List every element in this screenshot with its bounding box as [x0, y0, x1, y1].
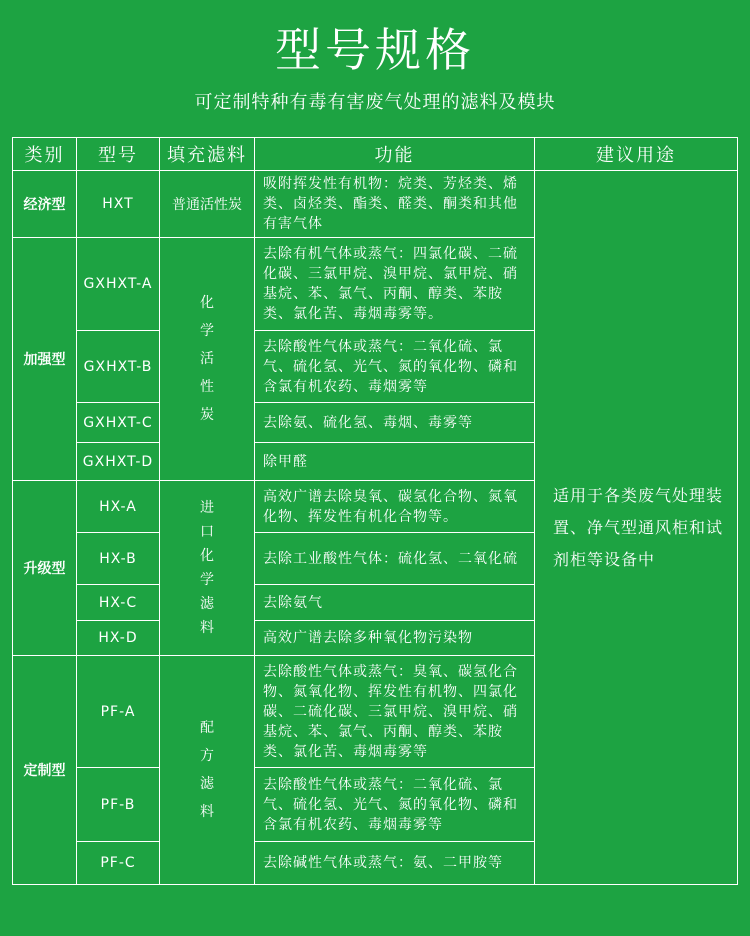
media-char: 学	[200, 572, 214, 588]
function-cell: 高效广谱去除臭氧、碳氢化合物、氮氧化物、挥发性有机化合物等。	[255, 481, 535, 533]
header-category: 类别	[13, 138, 77, 171]
category-cell-upgraded: 升级型	[13, 481, 77, 656]
model-cell: HX-D	[77, 621, 160, 656]
model-cell: HXT	[77, 171, 160, 238]
media-char: 口	[200, 524, 214, 540]
category-cell-economy: 经济型	[13, 171, 77, 238]
header-model: 型号	[77, 138, 160, 171]
function-cell: 高效广谱去除多种氧化物污染物	[255, 621, 535, 656]
media-char: 方	[200, 748, 214, 764]
model-cell: HX-B	[77, 533, 160, 585]
header-usage: 建议用途	[535, 138, 738, 171]
function-cell: 去除有机气体或蒸气：四氯化碳、二硫化碳、三氯甲烷、溴甲烷、氯甲烷、硝基烷、苯、氯气、丙酮、醇类、苯胺类、氯化苦、毒烟毒雾等。	[255, 238, 535, 331]
function-cell: 去除酸性气体或蒸气：臭氧、碳氢化合物、氮氧化物、挥发性有机物、四氯化碳、二硫化碳、三氯甲烷、溴甲烷、硝基烷、苯、氯气、丙酮、醇类、苯胺类、氯化苦、毒烟毒雾等	[255, 656, 535, 768]
model-cell: GXHXT-A	[77, 238, 160, 331]
model-cell: HX-A	[77, 481, 160, 533]
function-cell: 去除氨气	[255, 585, 535, 621]
header-media: 填充滤料	[160, 138, 255, 171]
category-cell-enhanced: 加强型	[13, 238, 77, 481]
model-cell: GXHXT-D	[77, 443, 160, 481]
media-char: 配	[200, 720, 214, 736]
media-cell-enhanced	[160, 238, 255, 481]
media-cell-economy: 普通活性炭	[160, 171, 255, 238]
page-title: 型号规格	[275, 23, 475, 77]
function-cell: 去除酸性气体或蒸气：二氧化硫、氯气、硫化氢、光气、氮的氧化物、磷和含氯有机农药、毒烟雾等	[255, 331, 535, 403]
header-function: 功能	[255, 138, 535, 171]
table-row	[13, 171, 738, 238]
media-char: 活	[200, 351, 214, 367]
media-char: 滤	[200, 776, 214, 792]
media-char: 料	[200, 620, 214, 636]
category-cell-custom: 定制型	[13, 656, 77, 885]
model-cell: HX-C	[77, 585, 160, 621]
media-char: 化	[200, 295, 214, 311]
usage-cell: 适用于各类废气处理装置、净气型通风柜和试剂柜等设备中	[535, 171, 738, 885]
media-char: 进	[200, 500, 214, 516]
media-cell-upgraded	[160, 481, 255, 656]
function-cell: 吸附挥发性有机物：烷类、芳烃类、烯类、卤烃类、酯类、醛类、酮类和其他有害气体	[255, 171, 535, 238]
function-cell: 去除氨、硫化氢、毒烟、毒雾等	[255, 403, 535, 443]
media-char: 性	[200, 379, 214, 395]
table-header-row	[13, 138, 738, 171]
function-cell: 去除碱性气体或蒸气：氨、二甲胺等	[255, 842, 535, 885]
function-cell: 除甲醛	[255, 443, 535, 481]
function-cell: 去除酸性气体或蒸气：二氧化硫、氯气、硫化氢、光气、氮的氧化物、磷和含氯有机农药、毒烟毒雾等	[255, 768, 535, 842]
function-cell: 去除工业酸性气体：硫化氢、二氧化硫	[255, 533, 535, 585]
spec-table	[12, 137, 738, 885]
model-cell: GXHXT-C	[77, 403, 160, 443]
model-cell: PF-A	[77, 656, 160, 768]
model-cell: GXHXT-B	[77, 331, 160, 403]
media-char: 炭	[200, 407, 214, 423]
model-cell: PF-C	[77, 842, 160, 885]
media-char: 料	[200, 804, 214, 820]
model-cell: PF-B	[77, 768, 160, 842]
page-subtitle: 可定制特种有毒有害废气处理的滤料及模块	[194, 92, 556, 113]
media-cell-custom	[160, 656, 255, 885]
media-char: 滤	[200, 596, 214, 612]
media-char: 化	[200, 548, 214, 564]
media-char: 学	[200, 323, 214, 339]
